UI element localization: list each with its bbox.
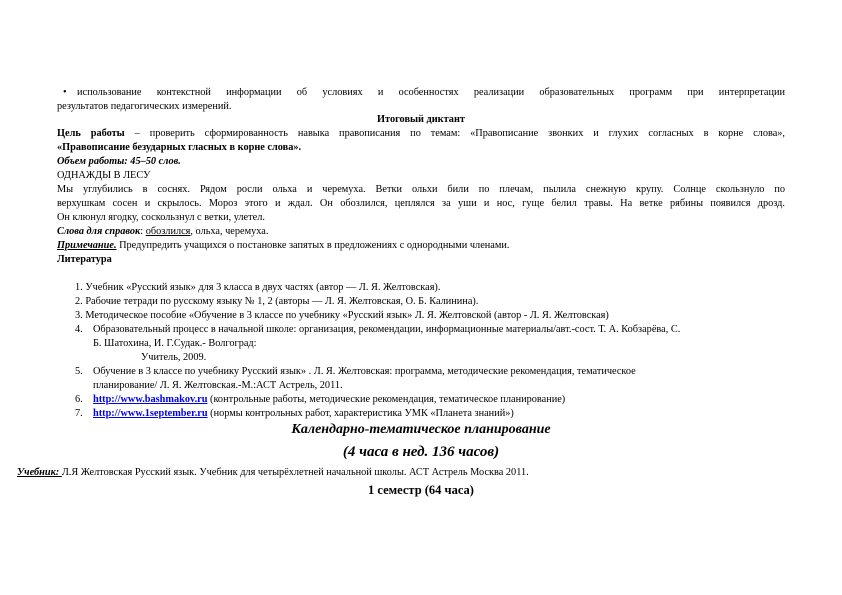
literature-heading: Литература [57,254,112,265]
literature-item-4-cont: Б. Шатохина, И. Г.Судак.- Волгоград: [93,338,257,349]
literature-item-4-cont2: Учитель, 2009. [141,352,207,363]
dictation-goal-line-2: «Правописание безударных гласных в корне слова». [57,142,302,153]
literature-item-5: 5. Обучение в 3 классе по учебнику Русский язык» . Л. Я. Желтовская: программа, методические рекомендация, тематическое [75,366,636,377]
literature-item-4: 4. Образовательный процесс в начальной школе: организация, рекомендации, информационные материалы/авт.-сост. Т. А. Кобзарёва, С. [75,324,681,335]
literature-item-3: 3. Методическое пособие «Обучение в 3 классе по учебнику «Русский язык» Л. Я. Желтовской (автор - Л. Я. Желтовская) [75,310,609,321]
intro-line-1: • использование контекстной информации об условиях и особенностях реализации образовательных программ при интерпретации [63,87,785,98]
dictation-text-line-3: Он клюнул ягодку, соскользнул с ветки, улетел. [57,212,265,223]
dictation-text-title: ОДНАЖДЫ В ЛЕСУ [57,170,151,181]
literature-item-1: 1. Учебник «Русский язык» для 3 класса в двух частях (автор — Л. Я. Желтовская). [75,282,441,293]
bashmakov-link[interactable]: http://www.bashmakov.ru [93,394,208,405]
bullet: • [63,87,67,98]
plan-semester: 1 семестр (64 часа) [368,483,474,497]
literature-item-6: 6. http://www.bashmakov.ru (контрольные работы, методические рекомендация, тематическое планирование) [75,394,566,405]
dictation-goal-line-1: Цель работы – проверить сформированность навыка правописания по темам: «Правописание звонких и глухих согласных в корне слова», [57,128,785,139]
dictation-volume: Объем работы: 45–50 слов. [57,156,181,167]
plan-title: Календарно-тематическое планирование [291,422,551,437]
plan-textbook: Учебник: Л.Я Желтовская Русский язык. Учебник для четырёхлетней начальной школы. АСТ Астрель Москва 2011. [17,467,529,478]
dictation-reference: Слова для справок: обозлился, ольха, черемуха. [57,226,269,237]
1september-link[interactable]: http://www.1september.ru [93,408,208,419]
dictation-note: Примечание. Предупредить учащихся о постановке запятых в предложениях с однородными членами. [57,240,510,251]
dictation-text-line-1: Мы углубились в соснях. Рядом росли ольха и черемуха. Ветки ольхи били по плечам, пылила снежную крупу. Солнце скользнуло по [57,184,785,195]
literature-item-5-cont: планирование/ Л. Я. Желтовская.-М.:АСТ Астрель, 2011. [93,380,343,391]
intro-line-2: результатов педагогических измерений. [57,101,232,112]
plan-subtitle: (4 часа в нед. 136 часов) [342,444,500,460]
dictation-title: Итоговый диктант [377,114,465,125]
dictation-text-line-2: верхушкам сосен и скрылось. Мороз этого и ждал. Он обозлился, цеплялся за уши и нос, гуще белил травы. На ветке рябины появился дрозд. [57,198,785,209]
literature-item-2: 2. Рабочие тетради по русскому языку № 1, 2 (авторы — Л. Я. Желтовская, О. Б. Калинина). [75,296,479,307]
literature-item-7: 7. http://www.1september.ru (нормы контрольных работ, характеристика УМК «Планета знаний») [75,408,514,419]
